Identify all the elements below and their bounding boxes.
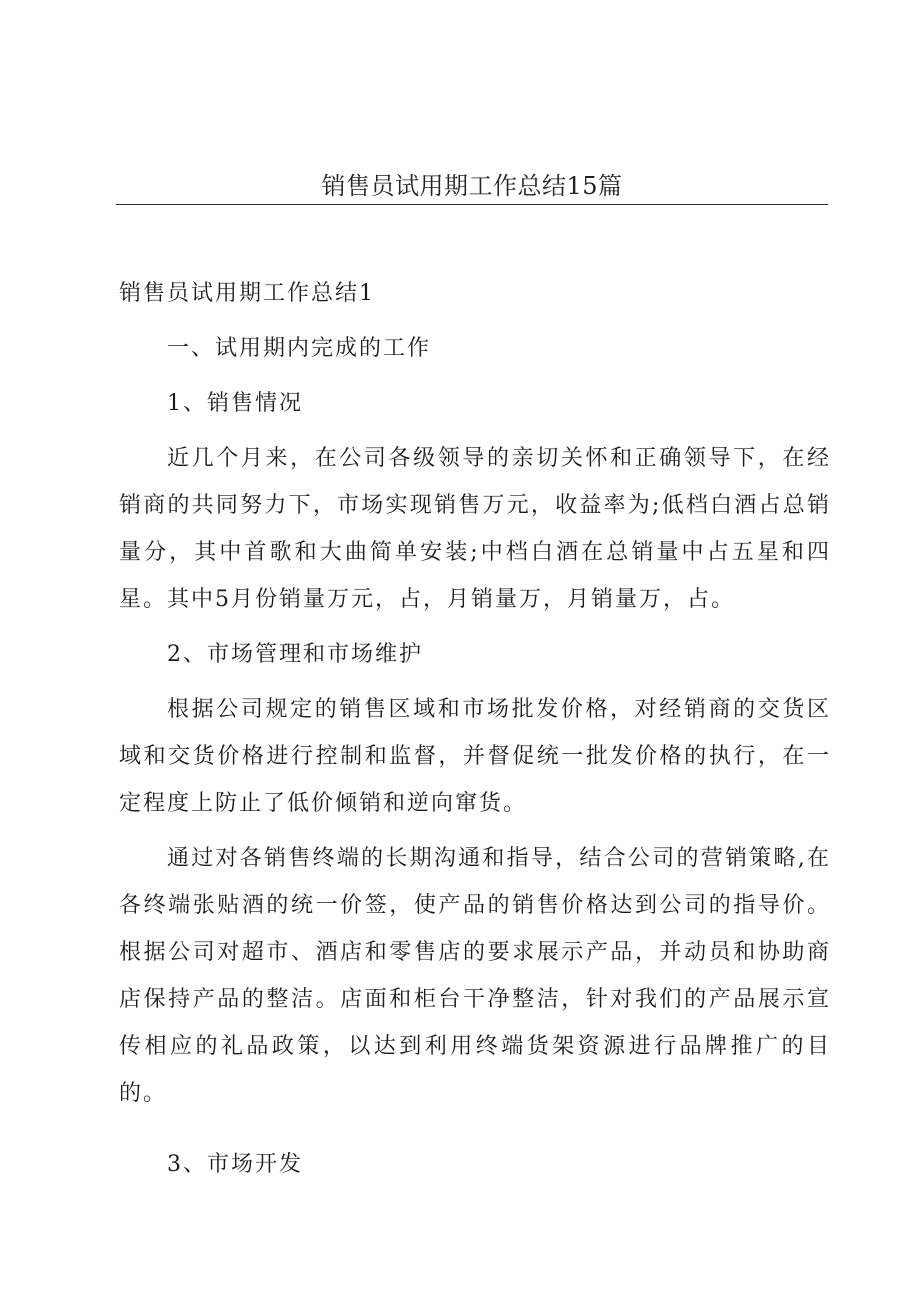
paragraph-market-management: 根据公司规定的销售区域和市场批发价格，对经销商的交货区域和交货价格进行控制和监督，并督促统一批发价格的执行，在一定程度上防止了低价倾销和逆向窜货。	[119, 697, 831, 816]
document-body	[119, 270, 831, 1188]
subsection-heading-1-1: 1、销售情况	[167, 391, 303, 416]
section-heading-1: 一、试用期内完成的工作	[167, 336, 432, 361]
document-title: 销售员试用期工作总结15篇	[321, 172, 623, 200]
paragraph-sales-situation: 近几个月来，在公司各级领导的亲切关怀和正确领导下，在经销商的共同努力下，市场实现销售万元，收益率为;低档白酒占总销量分，其中首歌和大曲简单安装;中档白酒在总销量中占五星和四星。其中5月份销量万元，占，月销量万，月销量万，占。	[119, 446, 831, 612]
section-subtitle: 销售员试用期工作总结1	[119, 281, 375, 306]
title-underline	[116, 204, 828, 205]
subsection-heading-1-3: 3、市场开发	[167, 1152, 303, 1177]
paragraph-terminal-guidance: 通过对各销售终端的长期沟通和指导，结合公司的营销策略,在各终端张贴酒的统一价签，使产品的销售价格达到公司的指导价。根据公司对超市、酒店和零售店的要求展示产品，并动员和协助商店保持产品的整洁。店面和柜台干净整洁，针对我们的产品展示宣传相应的礼品政策，以达到利用终端货架资源进行品牌推广的目的。	[119, 846, 831, 1106]
subsection-heading-1-2: 2、市场管理和市场维护	[167, 642, 423, 667]
